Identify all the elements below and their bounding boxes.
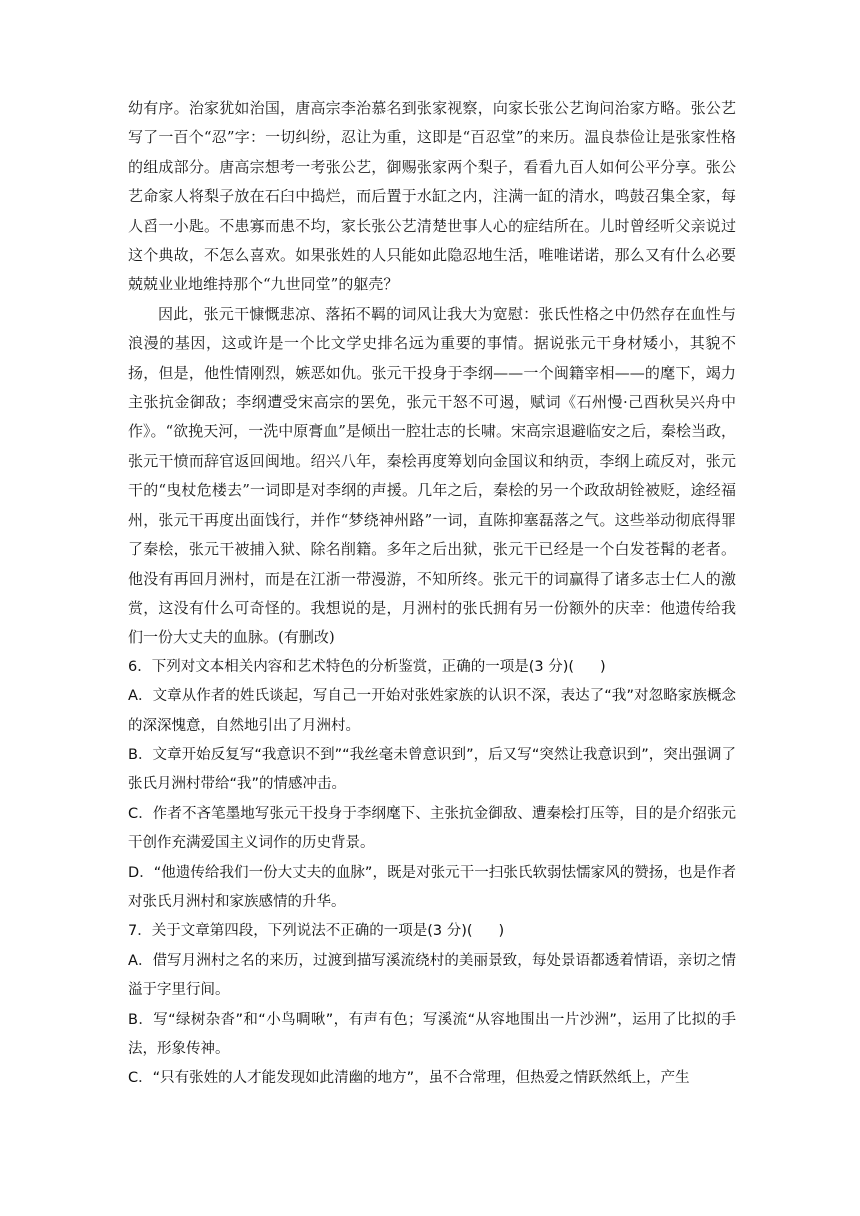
question-7-option-b: B．写“绿树杂沓”和“小鸟啁啾”，有声有色；写溪流“从容地围出一片沙洲”，运用了比拟的手法，形象传神。 xyxy=(128,1011,736,1057)
question-6-option-b: B．文章开始反复写“我意识不到”“我丝毫未曾意识到”，后又写“突然让我意识到”，突出强调了张氏月洲村带给“我”的情感冲击。 xyxy=(128,746,736,793)
question-6-option-a: A．文章从作者的姓氏谈起，写自己一开始对张姓家族的认识不深，表达了“我”对忽略家族概念的深深愧意，自然地引出了月洲村。 xyxy=(128,688,736,734)
question-6-stem-text: 6．下列对文本相关内容和艺术特色的分析鉴赏，正确的一项是(3 分)( xyxy=(128,658,575,675)
passage-paragraph-2: 因此，张元干慷慨悲凉、落拓不羁的词风让我大为宽慰：张氏性格之中仍然存在血性与浪漫的基因，这或许是一个比文学史排名远为重要的事情。据说张元干身材矮小，其貌不扬，但是，他性情刚烈，嫉恶如仇。张元干投身于李纲——一个闽籍宰相——的麾下，竭力主张抗金御敌；李纲遭受宋高宗的罢免，张元干怒不可遏，赋词《石州慢·己酉秋吴兴舟中作》。“欲挽天河，一洗中原膏血”是倾出一腔壮志的长啸。宋高宗退避临安之后，秦桧当政，张元干愤而辞官返回闽地。绍兴八年，秦桧再度筹划向金国议和纳贡，李纲上疏反对，张元干的“曳杖危楼去”一词即是对李纲的声援。几年之后，秦桧的另一个政敌胡铨被贬，途经福州，张元干再度出面饯行，并作“梦绕神州路”一词，直陈抑塞磊落之气。这些举动彻底得罪了秦桧，张元干被捕入狱、除名削籍。多年之后出狱，张元干已经是一个白发苍髯的老者。他没有再回月洲村，而是在江浙一带漫游，不知所终。张元干的词赢得了诸多志士仁人的激赏，这没有什么可奇怪的。我想说的是，月洲村的张氏拥有另一份额外的庆幸：他遗传给我们一份大丈夫的血脉。(有删改) xyxy=(128,304,736,647)
passage-paragraph-1: 幼有序。治家犹如治国，唐高宗李治慕名到张家视察，向家长张公艺询问治家方略。张公艺写了一百个“忍”字：一切纠纷，忍让为重，这即是“百忍堂”的来历。温良恭俭让是张家性格的组成部分。唐高宗想考一考张公艺，御赐张家两个梨子，看看九百人如何公平分享。张公艺命家人将梨子放在石臼中捣烂，而后置于水缸之内，注满一缸的清水，鸣鼓召集全家，每人舀一小匙。不患寡而患不均，家长张公艺清楚世事人心的症结所在。儿时曾经听父亲说过这个典故，不怎么喜欢。如果张姓的人只能如此隐忍地生活，唯唯诺诺，那么又有什么必要兢兢业业地维持那个“九世同堂”的躯壳？ xyxy=(128,99,736,294)
question-7-option-c: C．“只有张姓的人才能发现如此清幽的地方”，虽不合常理，但热爱之情跃然纸上，产生 xyxy=(128,1070,690,1087)
question-7-stem-text: 7．关于文章第四段，下列说法不正确的一项是(3 分)( xyxy=(128,923,473,940)
question-7-option-a: A．借写月洲村之名的来历，过渡到描写溪流绕村的美丽景致，每处景语都透着情语，亲切之情溢于字里行间。 xyxy=(128,952,736,999)
question-7-stem-close: ) xyxy=(498,923,505,940)
question-6-stem xyxy=(128,653,736,682)
question-7-stem xyxy=(128,917,736,946)
question-6-stem-close: ) xyxy=(600,658,606,675)
document-content xyxy=(128,94,736,1094)
question-6-option-d: D．“他遗传给我们一份大丈夫的血脉”，既是对张元干一扫张氏软弱怯懦家风的赞扬，也是作者对张氏月洲村和家族感情的升华。 xyxy=(128,864,736,910)
question-6-option-c: C．作者不吝笔墨地写张元干投身于李纲麾下、主张抗金御敌、遭秦桧打压等，目的是介绍张元干创作充满爱国主义词作的历史背景。 xyxy=(128,805,736,852)
